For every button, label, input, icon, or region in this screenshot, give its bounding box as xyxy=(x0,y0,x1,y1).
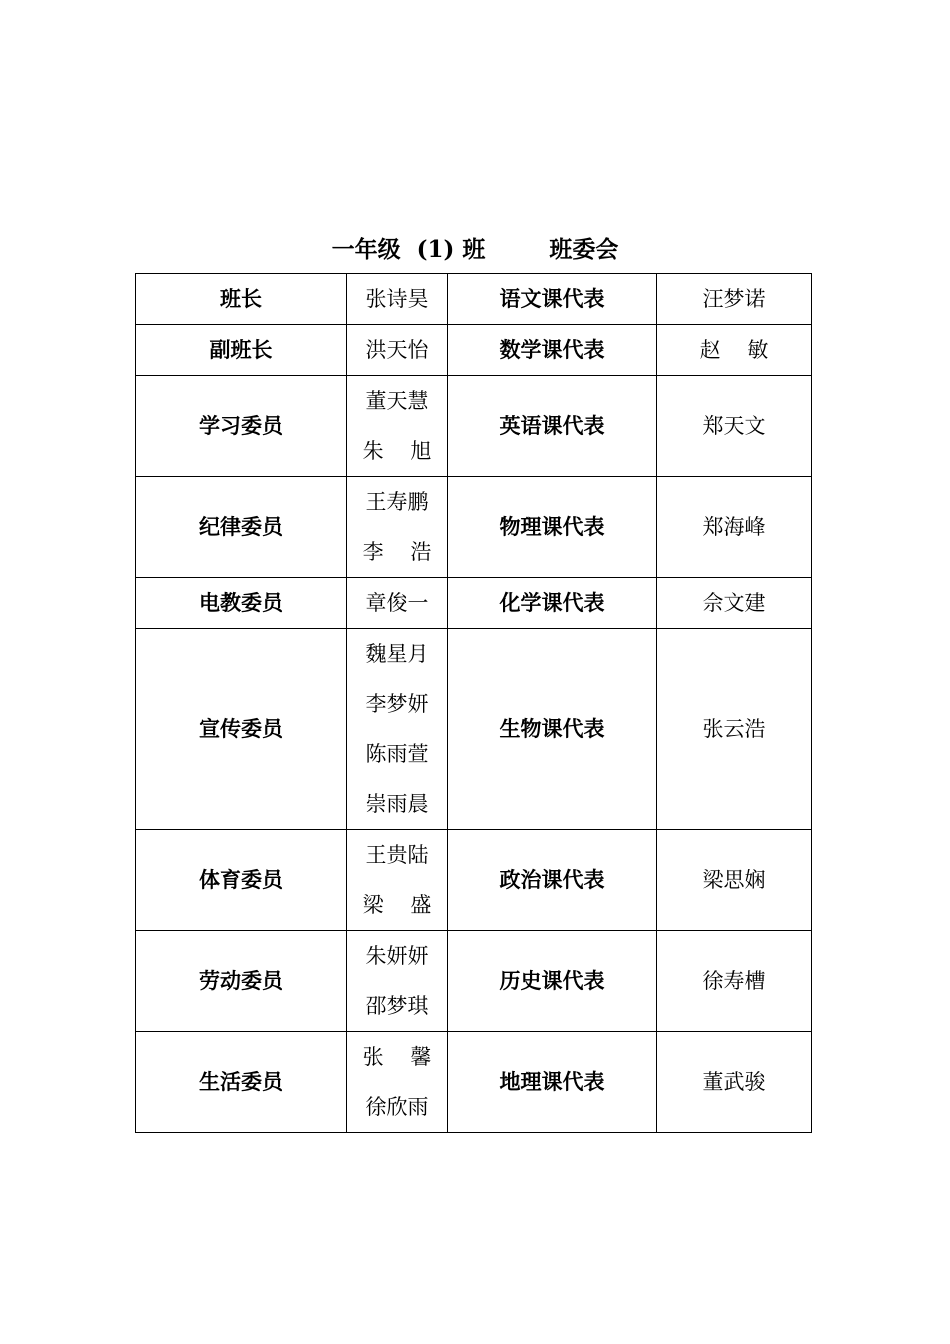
member-cell xyxy=(347,830,448,931)
committee-table xyxy=(135,273,812,1133)
member-cell xyxy=(347,376,448,477)
member-cell xyxy=(347,274,448,325)
role-label: 副班长 xyxy=(209,337,273,362)
member-cell xyxy=(347,477,448,578)
subject-cell xyxy=(448,629,657,830)
table-row xyxy=(136,931,812,1032)
member-name: 董天慧 xyxy=(365,389,429,413)
page-title: 一年级 (1) 班 班委会 xyxy=(331,236,619,263)
member-name: 张诗昊 xyxy=(365,287,429,311)
table-row xyxy=(136,1032,812,1133)
subject-label: 英语课代表 xyxy=(499,413,605,438)
subject-cell xyxy=(448,325,657,376)
rep-cell xyxy=(657,830,812,931)
subject-label: 语文课代表 xyxy=(499,286,605,311)
member-cell xyxy=(347,325,448,376)
member-name: 王寿鹏 xyxy=(365,490,429,514)
rep-cell xyxy=(657,578,812,629)
member-name: 李 浩 xyxy=(362,540,432,564)
rep-name: 董武骏 xyxy=(702,1070,766,1094)
rep-name: 郑天文 xyxy=(702,414,766,438)
role-cell xyxy=(136,830,347,931)
subject-label: 物理课代表 xyxy=(499,514,605,539)
member-name: 邵梦琪 xyxy=(365,994,429,1018)
table-row xyxy=(136,274,812,325)
subject-label: 化学课代表 xyxy=(499,590,605,615)
member-name: 章俊一 xyxy=(365,591,429,615)
role-cell xyxy=(136,931,347,1032)
member-name: 徐欣雨 xyxy=(365,1095,429,1119)
committee-table-body xyxy=(136,274,812,1133)
member-name: 张 馨 xyxy=(362,1045,432,1069)
role-label: 班长 xyxy=(220,286,262,311)
member-cell xyxy=(347,1032,448,1133)
rep-name: 张云浩 xyxy=(702,717,766,741)
role-label: 体育委员 xyxy=(199,867,283,892)
member-name: 陈雨萱 xyxy=(365,742,429,766)
rep-cell xyxy=(657,274,812,325)
subject-label: 地理课代表 xyxy=(499,1069,605,1094)
member-name: 王贵陆 xyxy=(365,843,429,867)
rep-cell xyxy=(657,376,812,477)
rep-name: 郑海峰 xyxy=(702,515,766,539)
role-label: 电教委员 xyxy=(199,590,283,615)
role-cell xyxy=(136,578,347,629)
member-name: 李梦妍 xyxy=(365,692,429,716)
member-name: 洪天怡 xyxy=(365,338,429,362)
table-row xyxy=(136,578,812,629)
subject-label: 生物课代表 xyxy=(499,716,605,741)
role-cell xyxy=(136,629,347,830)
subject-cell xyxy=(448,931,657,1032)
role-cell xyxy=(136,376,347,477)
member-cell xyxy=(347,578,448,629)
member-cell xyxy=(347,931,448,1032)
table-row xyxy=(136,830,812,931)
role-label: 宣传委员 xyxy=(199,716,283,741)
role-label: 纪律委员 xyxy=(199,514,283,539)
subject-label: 政治课代表 xyxy=(499,867,605,892)
table-row xyxy=(136,629,812,830)
role-cell xyxy=(136,477,347,578)
subject-cell xyxy=(448,376,657,477)
table-row xyxy=(136,477,812,578)
rep-cell xyxy=(657,325,812,376)
rep-name: 梁思娴 xyxy=(702,868,766,892)
subject-cell xyxy=(448,830,657,931)
member-name: 朱妍妍 xyxy=(365,944,429,968)
member-name: 崇雨晨 xyxy=(365,792,429,816)
role-cell xyxy=(136,274,347,325)
rep-name: 赵 敏 xyxy=(699,338,769,362)
subject-cell xyxy=(448,477,657,578)
table-row xyxy=(136,376,812,477)
member-name: 梁 盛 xyxy=(362,893,432,917)
role-label: 劳动委员 xyxy=(199,968,283,993)
subject-cell xyxy=(448,1032,657,1133)
subject-label: 历史课代表 xyxy=(499,968,605,993)
rep-name: 徐寿槽 xyxy=(702,969,766,993)
rep-name: 佘文建 xyxy=(702,591,766,615)
rep-cell xyxy=(657,1032,812,1133)
rep-cell xyxy=(657,477,812,578)
role-label: 生活委员 xyxy=(199,1069,283,1094)
subject-label: 数学课代表 xyxy=(499,337,605,362)
role-label: 学习委员 xyxy=(199,413,283,438)
member-name: 魏星月 xyxy=(365,642,429,666)
table-row xyxy=(136,325,812,376)
subject-cell xyxy=(448,578,657,629)
rep-name: 汪梦诺 xyxy=(702,287,766,311)
subject-cell xyxy=(448,274,657,325)
member-cell xyxy=(347,629,448,830)
rep-cell xyxy=(657,629,812,830)
role-cell xyxy=(136,325,347,376)
rep-cell xyxy=(657,931,812,1032)
member-name: 朱 旭 xyxy=(362,439,432,463)
role-cell xyxy=(136,1032,347,1133)
